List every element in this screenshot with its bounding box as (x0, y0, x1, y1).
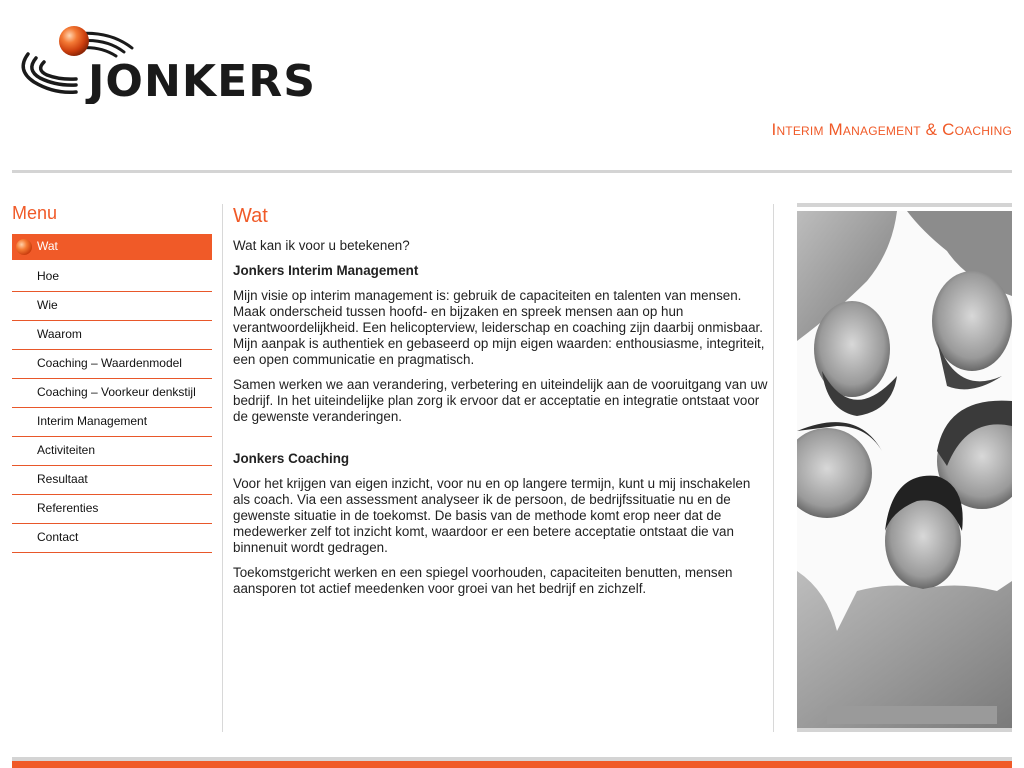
menu-item-label: Contact (37, 530, 79, 544)
menu-item-label: Hoe (37, 269, 60, 283)
menu-item-label: Coaching – Voorkeur denkstijl (37, 385, 196, 399)
footer-bar (12, 761, 1012, 768)
photo-bottom-bar (797, 728, 1012, 732)
intro-text: Wat kan ik voor u betekenen? (233, 238, 410, 253)
menu-item-coaching-voorkeur-denkstijl[interactable] (12, 379, 212, 408)
menu-list (12, 234, 212, 553)
menu-item-referenties[interactable] (12, 495, 212, 524)
team-photo (797, 211, 1012, 728)
paragraph: Voor het krijgen van eigen inzicht, voor nu en op langere termijn, kunt u mij inschakelen als coach. Via een assessment analyseer ik de persoon, de bedrijfssituatie nu en de gewenste situatie in de toekomst. De basis van de methode komt erop neer dat de medewerker zelf tot inzicht komt, waardoor er een betere acceptatie ontstaat die van binnenuit wordt gedragen. (233, 476, 751, 555)
jonkers-logo[interactable] (14, 22, 324, 104)
menu-item-label: Activiteiten (37, 443, 96, 457)
menu-item-label: Wat (37, 239, 58, 253)
menu-item-waarom[interactable] (12, 321, 212, 350)
logo-wordmark: JONKERS (84, 56, 316, 104)
paragraph: Toekomstgericht werken en een spiegel voorhouden, capaciteiten benutten, mensen aansporen tot actief meedenken voor groei van het bedrijf en zichzelf. (233, 565, 733, 596)
section-heading-interim: Jonkers Interim Management (233, 263, 419, 278)
paragraph: Samen werken we aan verandering, verbetering en uiteindelijk aan de vooruitgang van uw bedrijf. In het uiteindelijke plan zorg ik ervoor dat er acceptatie en integratie ontstaat voor de gewenste veranderingen. (233, 377, 768, 424)
menu-item-label: Wie (37, 298, 58, 312)
menu-item-coaching-waardenmodel[interactable] (12, 350, 212, 379)
menu-item-activiteiten[interactable] (12, 437, 212, 466)
menu-item-label: Interim Management (37, 414, 148, 428)
photo-top-bar (797, 203, 1012, 207)
menu-item-label: Waarom (37, 327, 82, 341)
tagline: Interim Management & Coaching (771, 120, 1012, 139)
menu-item-hoe[interactable] (12, 263, 212, 292)
menu-item-label: Referenties (37, 501, 99, 515)
menu-item-label: Resultaat (37, 472, 88, 486)
paragraph: Mijn visie op interim management is: gebruik de capaciteiten en talenten van mensen. Maak onderscheid tussen hoofd- en bijzaken en spreek mensen aan op hun verantwoordelijkheid. Een helicopterview, leiderschap en coaching zijn daarbij onmisbaar. Mijn aanpak is authentiek en gebaseerd op mijn eigen waarden: enthousiasme, integriteit, een open communicatie en pragmatisch. (233, 288, 765, 367)
column-divider-right (773, 204, 774, 732)
spacer (233, 434, 768, 451)
sidebar-menu (12, 202, 212, 553)
menu-item-wat[interactable] (12, 234, 212, 260)
main-content (233, 202, 768, 606)
page-title: Wat (233, 205, 268, 227)
menu-title: Menu (12, 203, 58, 223)
menu-item-contact[interactable] (12, 524, 212, 553)
section-heading-coaching: Jonkers Coaching (233, 451, 350, 466)
menu-item-interim-management[interactable] (12, 408, 212, 437)
column-divider-left (222, 204, 223, 732)
header-divider (12, 170, 1012, 173)
team-photo-panel (797, 203, 1012, 732)
orange-ball-icon (16, 239, 32, 255)
menu-item-wie[interactable] (12, 292, 212, 321)
menu-item-resultaat[interactable] (12, 466, 212, 495)
menu-item-label: Coaching – Waardenmodel (37, 356, 182, 370)
